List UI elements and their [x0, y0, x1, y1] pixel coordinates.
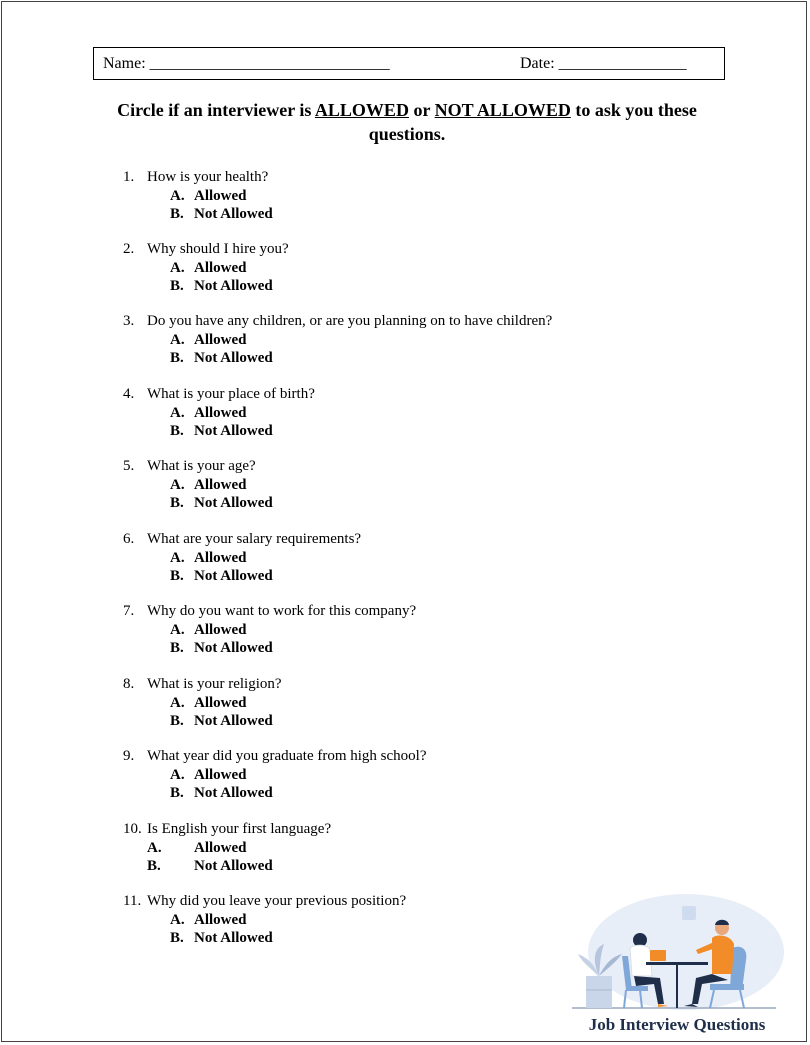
question-text: What is your age? — [147, 458, 256, 474]
title-allowed: ALLOWED — [314, 100, 409, 120]
question-text: Do you have any children, or are you planning on to have children? — [147, 313, 553, 329]
question-number: 5. — [123, 458, 135, 474]
question-number: 2. — [123, 241, 135, 257]
title-or: or — [408, 100, 435, 120]
question-text: What is your place of birth? — [147, 386, 315, 402]
question-number: 10. — [123, 821, 142, 837]
title-not-allowed: NOT ALLOWED — [434, 100, 571, 120]
question-text: How is your health? — [147, 169, 269, 185]
question-number: 8. — [123, 676, 135, 692]
question-text: What is your religion? — [147, 676, 282, 692]
question-number: 1. — [123, 169, 135, 185]
question-number: 7. — [123, 603, 135, 619]
question-number: 4. — [123, 386, 135, 402]
question-number: 9. — [123, 748, 135, 764]
title-line2: questions. — [368, 124, 446, 144]
worksheet-title — [62, 98, 752, 146]
worksheet-page: Name: ______________________________ Date: ________________ Circle if an interviewer is ALLOWED or NOT ALLOWED to ask you these questions. 1. How is your health? A. Allowed B. Not Allowed 2. Why should I hire you? A. Allowed B. Not Allowed 3. Do you have any children, or are you planning on to have children? A. Allowed B. Not Allowed 4. What is your place of birth? A. Allowed B. Not Allowed 5. What is your age? A. Allowed B. Not Allowed 6. What are your salary requirements? A. Allowed B. Not Allowed 7. Why do you want to work for this company? A. Allowed B. Not Allowed 8. What is your religion? A. Allowed B. Not Allowed 9. What year did you graduate from high school? A. Allowed B. Not Allowed 10. Is English your first language? A. Allowed B. Not Allowed 11. Why did you leave your previous position? A. Allowed B. Not Allowed Job Interview Questions — [1, 1, 807, 1042]
name-field[interactable]: Name: ______________________________ — [103, 55, 390, 72]
question-text: What are your salary requirements? — [147, 531, 362, 547]
question-text: Why should I hire you? — [147, 241, 289, 257]
date-field[interactable]: Date: ________________ — [520, 55, 687, 72]
question-text: What year did you graduate from high school? — [147, 748, 427, 764]
name-date-box — [93, 47, 725, 80]
question-text: Why did you leave your previous position? — [147, 893, 407, 909]
question-text: Why do you want to work for this company? — [147, 603, 417, 619]
title-part1: Circle if an interviewer is — [117, 100, 315, 120]
illustration-caption: Job Interview Questions — [588, 1015, 766, 1034]
question-text: Is English your first language? — [147, 821, 332, 837]
question-number: 11. — [123, 893, 142, 909]
question-number: 3. — [123, 313, 135, 329]
title-part2: to ask you these — [570, 100, 697, 120]
question-number: 6. — [123, 531, 135, 547]
job-interview-illustration-icon — [564, 890, 784, 1010]
